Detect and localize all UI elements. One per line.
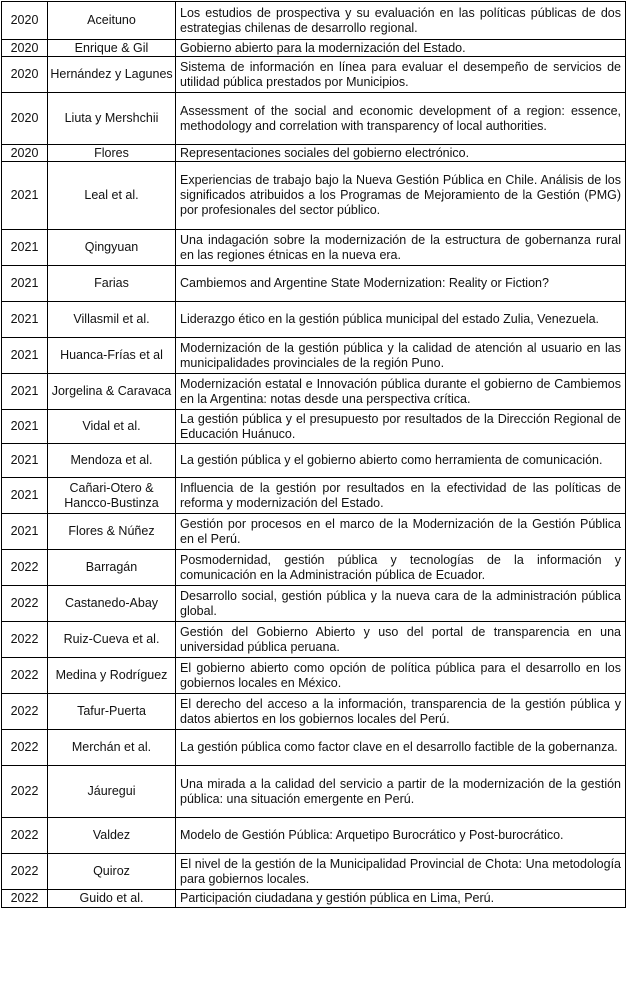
year-cell: 2022 xyxy=(2,766,48,818)
year-cell: 2020 xyxy=(2,57,48,93)
author-cell: Qingyuan xyxy=(48,230,176,266)
title-cell: Cambiemos and Argentine State Modernization: Reality or Fiction? xyxy=(176,266,626,302)
title-cell: Gobierno abierto para la modernización del Estado. xyxy=(176,40,626,57)
table-row xyxy=(2,374,626,410)
table-row xyxy=(2,230,626,266)
year-cell: 2021 xyxy=(2,410,48,444)
title-cell: Participación ciudadana y gestión pública en Lima, Perú. xyxy=(176,890,626,908)
title-cell: La gestión pública como factor clave en el desarrollo factible de la gobernanza. xyxy=(176,730,626,766)
table-row xyxy=(2,57,626,93)
title-cell: La gestión pública y el gobierno abierto como herramienta de comunicación. xyxy=(176,444,626,478)
year-cell: 2022 xyxy=(2,890,48,908)
title-cell: Assessment of the social and economic development of a region: essence, methodology and correlation with transparency of local authorities. xyxy=(176,93,626,145)
year-cell: 2022 xyxy=(2,818,48,854)
table-row xyxy=(2,854,626,890)
table-row xyxy=(2,622,626,658)
table-row xyxy=(2,2,626,40)
year-cell: 2020 xyxy=(2,40,48,57)
year-cell: 2020 xyxy=(2,2,48,40)
author-cell: Medina y Rodríguez xyxy=(48,658,176,694)
author-cell: Jáuregui xyxy=(48,766,176,818)
table-row xyxy=(2,162,626,230)
table-row xyxy=(2,93,626,145)
year-cell: 2022 xyxy=(2,550,48,586)
author-cell: Liuta y Mershchii xyxy=(48,93,176,145)
author-cell: Guido et al. xyxy=(48,890,176,908)
table-row xyxy=(2,338,626,374)
author-cell: Villasmil et al. xyxy=(48,302,176,338)
title-cell: Una mirada a la calidad del servicio a partir de la modernización de la gestión pública: una situación emergente en Perú. xyxy=(176,766,626,818)
title-cell: Representaciones sociales del gobierno electrónico. xyxy=(176,145,626,162)
title-cell: El derecho del acceso a la información, transparencia de la gestión pública y datos abiertos en los gobiernos locales del Perú. xyxy=(176,694,626,730)
author-cell: Farias xyxy=(48,266,176,302)
year-cell: 2022 xyxy=(2,622,48,658)
author-cell: Jorgelina & Caravaca xyxy=(48,374,176,410)
references-table xyxy=(1,1,626,908)
table-row xyxy=(2,514,626,550)
title-cell: Influencia de la gestión por resultados en la efectividad de las políticas de reforma y modernización del Estado. xyxy=(176,478,626,514)
year-cell: 2021 xyxy=(2,338,48,374)
year-cell: 2022 xyxy=(2,658,48,694)
title-cell: Sistema de información en línea para evaluar el desempeño de servicios de utilidad pública prestados por Municipios. xyxy=(176,57,626,93)
year-cell: 2020 xyxy=(2,93,48,145)
title-cell: Modernización de la gestión pública y la calidad de atención al usuario en las municipalidades provinciales de la región Puno. xyxy=(176,338,626,374)
table-row xyxy=(2,890,626,908)
title-cell: Posmodernidad, gestión pública y tecnologías de la información y comunicación en la Administración pública de Ecuador. xyxy=(176,550,626,586)
year-cell: 2020 xyxy=(2,145,48,162)
year-cell: 2022 xyxy=(2,730,48,766)
author-cell: Castanedo-Abay xyxy=(48,586,176,622)
author-cell: Flores xyxy=(48,145,176,162)
title-cell: Gestión del Gobierno Abierto y uso del portal de transparencia en una universidad pública peruana. xyxy=(176,622,626,658)
year-cell: 2021 xyxy=(2,514,48,550)
author-cell: Vidal et al. xyxy=(48,410,176,444)
title-cell: La gestión pública y el presupuesto por resultados de la Dirección Regional de Educación Huánuco. xyxy=(176,410,626,444)
author-cell: Huanca-Frías et al xyxy=(48,338,176,374)
table-row xyxy=(2,145,626,162)
table-row xyxy=(2,586,626,622)
title-cell: Una indagación sobre la modernización de la estructura de gobernanza rural en las regiones étnicas en la nueva era. xyxy=(176,230,626,266)
table-row xyxy=(2,818,626,854)
year-cell: 2021 xyxy=(2,444,48,478)
references-table-body xyxy=(2,2,626,908)
year-cell: 2022 xyxy=(2,694,48,730)
title-cell: Gestión por procesos en el marco de la Modernización de la Gestión Pública en el Perú. xyxy=(176,514,626,550)
year-cell: 2021 xyxy=(2,230,48,266)
author-cell: Quiroz xyxy=(48,854,176,890)
author-cell: Ruiz-Cueva et al. xyxy=(48,622,176,658)
table-row xyxy=(2,658,626,694)
year-cell: 2021 xyxy=(2,374,48,410)
year-cell: 2021 xyxy=(2,162,48,230)
title-cell: Modelo de Gestión Pública: Arquetipo Burocrático y Post-burocrático. xyxy=(176,818,626,854)
table-row xyxy=(2,550,626,586)
table-row xyxy=(2,766,626,818)
table-row xyxy=(2,694,626,730)
year-cell: 2021 xyxy=(2,478,48,514)
author-cell: Hernández y Lagunes xyxy=(48,57,176,93)
year-cell: 2022 xyxy=(2,854,48,890)
title-cell: Experiencias de trabajo bajo la Nueva Gestión Pública en Chile. Análisis de los significados atribuidos a los Programas de Mejoramiento de la Gestión (PMG) por profesionales del sector público. xyxy=(176,162,626,230)
year-cell: 2022 xyxy=(2,586,48,622)
author-cell: Barragán xyxy=(48,550,176,586)
table-row xyxy=(2,266,626,302)
table-row xyxy=(2,302,626,338)
title-cell: Modernización estatal e Innovación pública durante el gobierno de Cambiemos en la Argentina: notas desde una perspectiva crítica. xyxy=(176,374,626,410)
year-cell: 2021 xyxy=(2,302,48,338)
author-cell: Aceituno xyxy=(48,2,176,40)
author-cell: Flores & Núñez xyxy=(48,514,176,550)
year-cell: 2021 xyxy=(2,266,48,302)
author-cell: Enrique & Gil xyxy=(48,40,176,57)
title-cell: Desarrollo social, gestión pública y la nueva cara de la administración pública global. xyxy=(176,586,626,622)
author-cell: Cañari-Otero & Hancco-Bustinza xyxy=(48,478,176,514)
table-row xyxy=(2,478,626,514)
table-row xyxy=(2,444,626,478)
author-cell: Tafur-Puerta xyxy=(48,694,176,730)
title-cell: Los estudios de prospectiva y su evaluación en las políticas públicas de dos estrategias chilenas de desarrollo regional. xyxy=(176,2,626,40)
title-cell: Liderazgo ético en la gestión pública municipal del estado Zulia, Venezuela. xyxy=(176,302,626,338)
author-cell: Leal et al. xyxy=(48,162,176,230)
title-cell: El nivel de la gestión de la Municipalidad Provincial de Chota: Una metodología para gobiernos locales. xyxy=(176,854,626,890)
table-row xyxy=(2,410,626,444)
author-cell: Valdez xyxy=(48,818,176,854)
author-cell: Mendoza et al. xyxy=(48,444,176,478)
table-row xyxy=(2,730,626,766)
title-cell: El gobierno abierto como opción de política pública para el desarrollo en los gobiernos locales en México. xyxy=(176,658,626,694)
author-cell: Merchán et al. xyxy=(48,730,176,766)
table-row xyxy=(2,40,626,57)
